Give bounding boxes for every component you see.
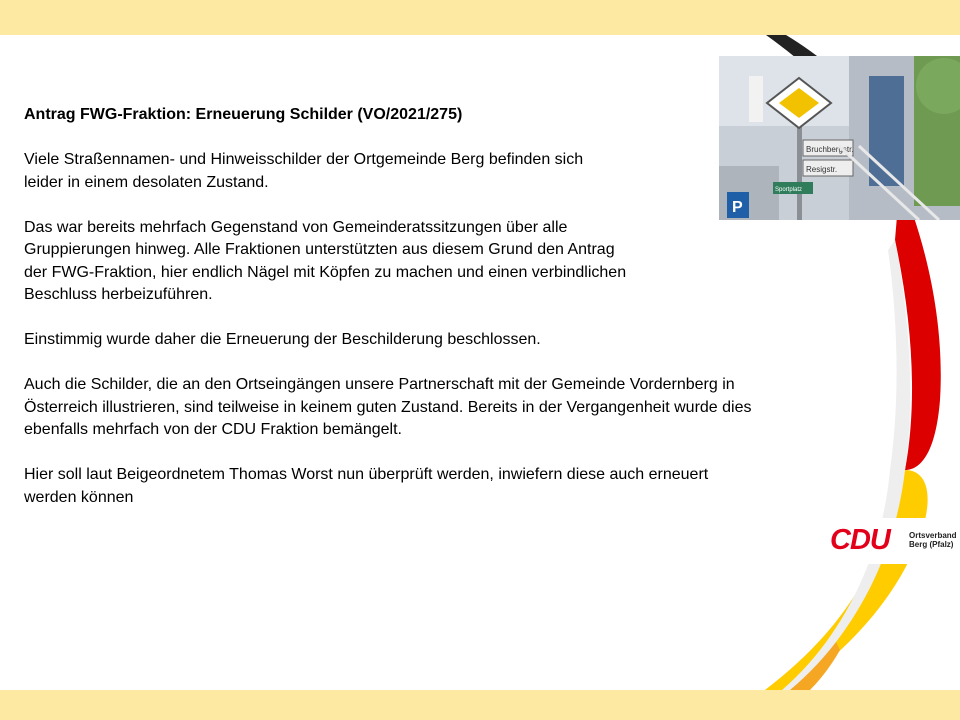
paragraph-3: Einstimmig wurde daher die Erneuerung der Beschilderung beschlossen. [24,331,541,348]
cdu-logo-wordmark: CDU [830,524,890,556]
paragraph-2: Das war bereits mehrfach Gegenstand von Gemeinderatssitzungen über alle Gruppierungen hinweg. Alle Fraktionen unterstützten aus diesem Grund den Antrag der FWG-Fraktion, hier endlich Nägel mit Köpfen zu machen und einen verbindlichen Beschluss herbeizuführen. [24,218,627,303]
paragraph-4: Auch die Schilder, die an den Ortseingängen unsere Partnerschaft mit der Gemeinde Vordernberg in Österreich illustrieren, sind teilweise in keinem guten Zustand. Bereits in der Vergangenheit wurde dies ebenfalls mehrfach von der CDU Fraktion bemängelt. [24,376,752,438]
paragraph-1: Viele Straßennamen- und Hinweisschilder der Ortgemeinde Berg befinden sich leider in einem desolaten Zustand. [24,151,584,191]
cdu-logo [826,518,960,564]
slide-title: Antrag FWG-Fraktion: Erneuerung Schilder (VO/2021/275) [24,106,463,123]
bottom-band [0,690,960,720]
sign-text-1: Bruchbergstr. [806,145,854,154]
parking-sign-letter: P [732,199,743,216]
sign-text-2: Resigstr. [806,165,838,174]
sign-text-3: Sportplatz [775,187,803,193]
slide-body [24,104,884,532]
cdu-logo-subtitle: Ortsverband Berg (Pfalz) [909,531,957,549]
paragraph-5: Hier soll laut Beigeordnetem Thomas Worst nun überprüft werden, inwiefern diese auch erneuert werden können [24,466,709,506]
